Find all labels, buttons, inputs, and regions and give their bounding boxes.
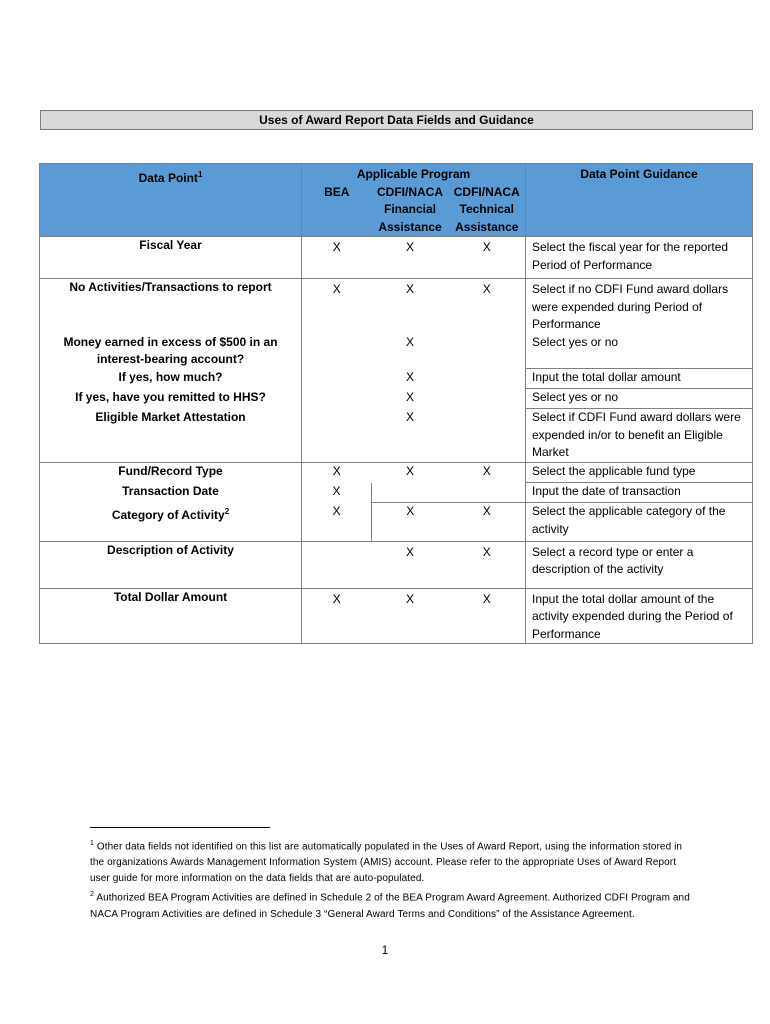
row-fa-mark: X: [405, 389, 414, 404]
row-bea-mark: [302, 409, 372, 463]
row-bea-mark: X: [302, 237, 372, 279]
row-guidance: Select the applicable category of the activity: [526, 503, 753, 542]
table-row: [40, 279, 753, 334]
footnote-divider: [90, 827, 270, 828]
table-row: [40, 483, 753, 503]
row-ta-mark: [449, 334, 526, 369]
row-bea-mark: [302, 389, 372, 409]
row-guidance: Select yes or no: [526, 389, 753, 409]
row-ta-mark: X: [449, 588, 526, 644]
row-fa-mark: X: [372, 541, 449, 588]
table-row: [40, 409, 753, 463]
row-bea-mark: [302, 369, 372, 389]
row-bea-mark: X: [302, 588, 372, 644]
row-bea-mark: X: [302, 279, 372, 334]
row-guidance: Select the fiscal year for the reported Period of Performance: [526, 237, 753, 279]
header-cdfi-financial: CDFI/NACA Financial Assistance: [372, 184, 449, 237]
row-data-point: If yes, how much?: [40, 369, 302, 389]
row-data-point: No Activities/Transactions to report: [40, 279, 302, 334]
row-ta-mark: X: [449, 462, 526, 483]
row-fa-mark: X: [405, 409, 414, 424]
row-ta-mark: X: [449, 237, 526, 279]
data-fields-table: [39, 163, 753, 644]
table-row: [40, 389, 753, 409]
row-data-point: Category of Activity$^2$: [40, 503, 302, 542]
row-fa-mark: [372, 483, 449, 503]
row-fa-mark: X: [405, 369, 414, 384]
header-data-point: Data Point$^1$: [40, 164, 302, 237]
row-fa-mark: X: [372, 503, 449, 542]
row-bea-mark: X: [302, 462, 372, 483]
row-data-point: If yes, have you remitted to HHS?: [40, 389, 302, 409]
table-row: [40, 541, 753, 588]
footnote-1: $^1$ Other data fields not identified on this list are automatically populated in the Uses of Award Report, using the information stored in the organizations Awards Management Information System (AMIS) account. Please refer to the appropriate Uses of Award Report user guide for more information on the data fields that are auto-populated.: [90, 840, 683, 885]
row-ta-mark: [449, 483, 526, 503]
row-bea-mark: X: [302, 503, 372, 542]
row-bea-mark: X: [302, 483, 372, 503]
row-data-point: Fund/Record Type: [40, 462, 302, 483]
header-guidance: Data Point Guidance: [526, 164, 753, 237]
row-data-point: Eligible Market Attestation: [40, 409, 302, 463]
table-row: [40, 503, 753, 542]
row-fa-mark: X: [372, 588, 449, 644]
header-applicable-program: Applicable Program: [302, 164, 526, 184]
row-guidance: Select the applicable fund type: [526, 462, 753, 483]
header-bea: BEA: [302, 184, 372, 237]
table-row: [40, 237, 753, 279]
row-fa-mark: X: [405, 334, 414, 349]
row-ta-mark: X: [449, 541, 526, 588]
footnotes: [90, 836, 690, 923]
row-ta-mark: X: [449, 503, 526, 542]
row-data-point: Total Dollar Amount: [40, 588, 302, 644]
table-row: [40, 462, 753, 483]
row-data-point: Transaction Date: [40, 483, 302, 503]
row-guidance: Select yes or no: [526, 334, 753, 369]
document-title: Uses of Award Report Data Fields and Guidance: [40, 110, 753, 130]
header-cdfi-technical: CDFI/NACA Technical Assistance: [449, 184, 526, 237]
row-guidance: Select a record type or enter a description of the activity: [526, 541, 753, 588]
row-guidance: Input the total dollar amount: [526, 369, 753, 389]
row-fa-mark: X: [372, 279, 449, 334]
row-guidance: Input the date of transaction: [526, 483, 753, 503]
row-ta-mark: [449, 409, 526, 463]
table-row: [40, 369, 753, 389]
row-data-point: Description of Activity: [40, 541, 302, 588]
row-data-point: Money earned in excess of $500 in an interest-bearing account?: [40, 334, 302, 369]
row-guidance: Select if CDFI Fund award dollars were expended in/or to benefit an Eligible Market: [526, 409, 753, 463]
row-ta-mark: X: [449, 279, 526, 334]
table-row: [40, 334, 753, 369]
row-guidance: Select if no CDFI Fund award dollars were expended during Period of Performance: [526, 279, 753, 334]
row-data-point: Fiscal Year: [40, 237, 302, 279]
page-number: 1: [381, 943, 389, 957]
row-ta-mark: [449, 389, 526, 409]
row-guidance: Input the total dollar amount of the activity expended during the Period of Performance: [526, 588, 753, 644]
row-ta-mark: [449, 369, 526, 389]
footnote-2: $^2$ Authorized BEA Program Activities are defined in Schedule 2 of the BEA Program Award Agreement. Authorized CDFI Program and NACA Program Activities are defined in Schedule 3 “General Award Terms and Conditions” of the Assistance Agreement.: [90, 891, 690, 920]
row-bea-mark: [302, 334, 372, 369]
row-fa-mark: X: [372, 237, 449, 279]
row-fa-mark: X: [372, 462, 449, 483]
table-row: [40, 588, 753, 644]
row-bea-mark: [302, 541, 372, 588]
